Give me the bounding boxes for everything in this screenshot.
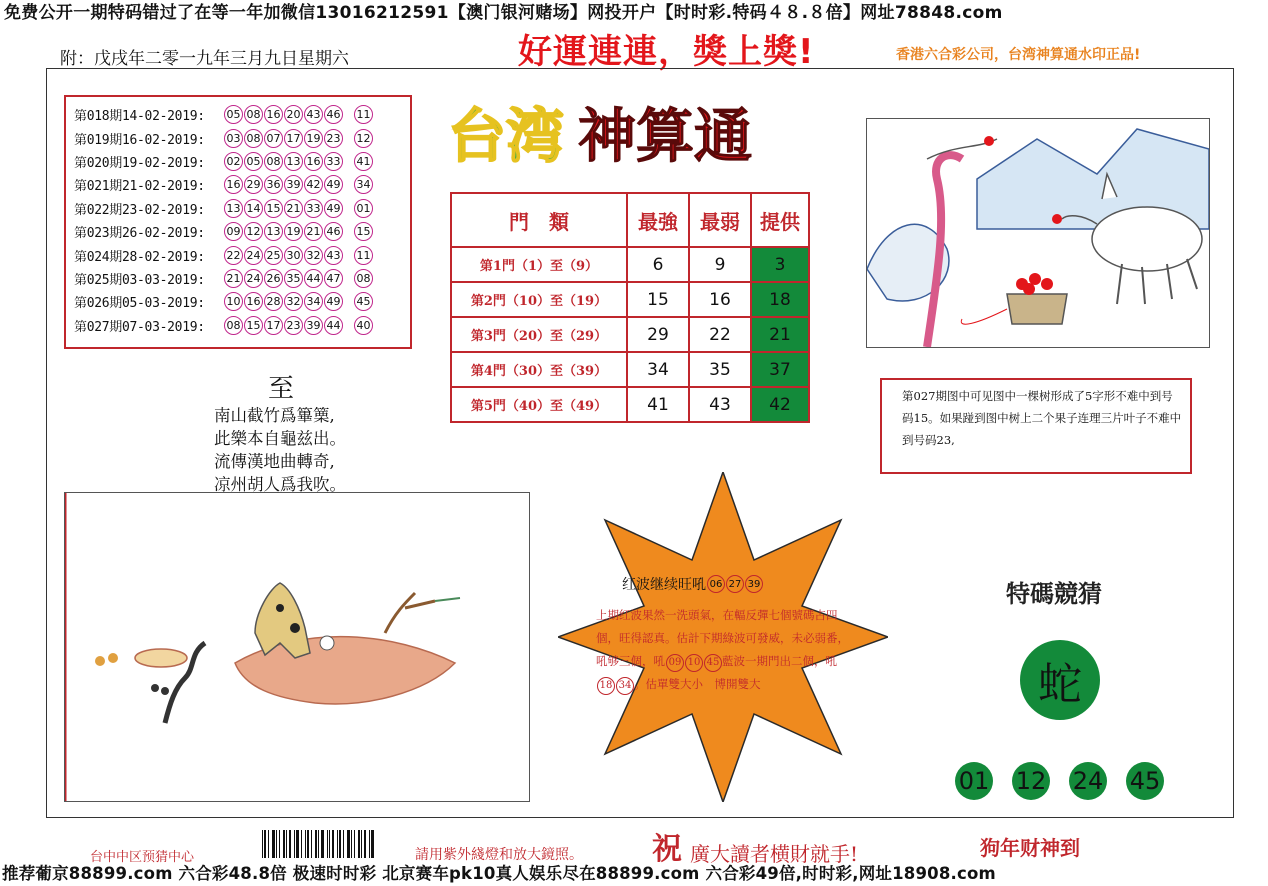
barcode-bar — [321, 830, 324, 858]
star-text — [596, 604, 852, 696]
history-ball: 14 — [244, 199, 263, 218]
history-ball: 02 — [224, 152, 243, 171]
history-special-ball: 11 — [354, 105, 373, 124]
star-ball: 06 — [707, 575, 725, 593]
star-line2: 弱番，吼够三個，吼 — [596, 631, 849, 668]
barcode-bar — [361, 830, 362, 858]
star-line2-end: 。估單雙大小 博開雙大 — [634, 677, 761, 691]
dog-year-text: 狗年财神到 — [980, 836, 1080, 860]
dog-illustration — [64, 492, 530, 802]
barcode-bar — [272, 830, 275, 858]
history-ball: 13 — [284, 152, 303, 171]
logo-part1: 台湾 — [448, 102, 565, 170]
barcode-bar — [369, 830, 370, 858]
history-label: 第023期26-02-2019: — [74, 226, 205, 242]
barcode-bar — [311, 830, 312, 858]
poem-title: 至 — [268, 374, 295, 404]
pig-illustration — [866, 118, 1210, 348]
history-row — [74, 220, 402, 243]
slogan: 好運連連，獎上獎! — [518, 32, 815, 72]
row-give: 37 — [751, 352, 809, 387]
star-ball: 10 — [685, 654, 703, 672]
history-ball: 24 — [244, 269, 263, 288]
barcode-bar — [351, 830, 352, 858]
history-ball: 05 — [244, 152, 263, 171]
poem-line: 凉州胡人爲我吹。 — [214, 475, 346, 494]
history-ball: 16 — [264, 105, 283, 124]
row-weak: 43 — [689, 387, 751, 422]
poem-line: 南山截竹爲篳篥, — [214, 406, 335, 425]
history-ball: 15 — [244, 316, 263, 335]
barcode-bar — [332, 830, 334, 858]
barcode-bar — [347, 830, 350, 858]
history-ball: 22 — [224, 246, 243, 265]
history-ball: 39 — [284, 175, 303, 194]
history-ball: 32 — [304, 246, 323, 265]
barcode-bar — [264, 830, 266, 858]
row-weak: 9 — [689, 247, 751, 282]
row-strong: 34 — [627, 352, 689, 387]
barcode-bar — [289, 830, 291, 858]
history-special-ball: 40 — [354, 316, 373, 335]
history-ball: 25 — [264, 246, 283, 265]
history-row — [74, 267, 402, 290]
number-row — [955, 762, 1164, 800]
history-row — [74, 243, 402, 266]
history-ball: 36 — [264, 175, 283, 194]
star-ball: 39 — [745, 575, 763, 593]
history-ball: 12 — [244, 222, 263, 241]
history-ball: 46 — [324, 222, 343, 241]
poem — [214, 404, 346, 496]
history-special-ball: 41 — [354, 152, 373, 171]
history-ball: 30 — [284, 246, 303, 265]
history-row — [74, 290, 402, 313]
history-ball: 16 — [244, 292, 263, 311]
history-label: 第024期28-02-2019: — [74, 249, 205, 265]
history-ball: 16 — [304, 152, 323, 171]
row-strong: 6 — [627, 247, 689, 282]
number-ball: 12 — [1012, 762, 1050, 800]
history-label: 第019期16-02-2019: — [74, 132, 205, 148]
barcode-bar — [262, 830, 263, 858]
history-ball: 34 — [304, 292, 323, 311]
table-row — [451, 282, 809, 317]
barcode-bar — [327, 830, 328, 858]
table-row — [451, 352, 809, 387]
history-ball: 26 — [264, 269, 283, 288]
barcode-bar — [276, 830, 277, 858]
history-ball: 33 — [304, 199, 323, 218]
star-ball: 45 — [704, 654, 722, 672]
blessing-char: 祝 — [652, 832, 682, 867]
history-ball: 09 — [224, 222, 243, 241]
history-label: 第022期23-02-2019: — [74, 202, 205, 218]
history-special-ball: 01 — [354, 199, 373, 218]
history-ball: 23 — [284, 316, 303, 335]
zodiac-badge: 蛇 — [1020, 640, 1100, 720]
barcode-bar — [301, 830, 302, 858]
barcode-bar — [318, 830, 319, 858]
row-give: 3 — [751, 247, 809, 282]
number-ball: 45 — [1126, 762, 1164, 800]
star-ball: 27 — [726, 575, 744, 593]
star-title-text: 红波继续旺吼 — [622, 577, 706, 593]
date-line: 附：戊戌年二零一九年三月九日星期六 — [60, 49, 349, 69]
star-line2-tail: 藍波一期門出二個，吼 — [722, 654, 837, 668]
row-category: 第3門（20）至（29） — [451, 317, 627, 352]
row-weak: 35 — [689, 352, 751, 387]
barcode-bar — [283, 830, 285, 858]
history-ball: 44 — [304, 269, 323, 288]
history-ball: 23 — [324, 129, 343, 148]
history-ball: 07 — [264, 129, 283, 148]
history-ball: 43 — [324, 246, 343, 265]
history-ball: 28 — [264, 292, 283, 311]
history-label: 第027期07-03-2019: — [74, 319, 205, 335]
guess-title: 特碼競猜 — [1006, 580, 1102, 608]
history-ball: 46 — [324, 105, 343, 124]
history-ball: 21 — [284, 199, 303, 218]
history-ball: 03 — [224, 129, 243, 148]
top-banner: 免费公开一期特码错过了在等一年加微信13016212591【澳门银河赌场】网投开户【时时彩.特码４８.８倍】网址78848.com — [0, 0, 1268, 26]
poem-line: 此樂本自龜兹出。 — [214, 429, 346, 448]
history-ball: 24 — [244, 246, 263, 265]
bottom-banner: 推荐葡京88899.com 六合彩48.8倍 极速时时彩 北京赛车pk10真人娱乐尽在88899.com 六合彩49倍,时时彩,网址18908.com — [2, 864, 996, 883]
history-ball: 44 — [324, 316, 343, 335]
uv-notice: 請用紫外綫燈和放大鏡照。 — [415, 847, 583, 863]
history-ball: 20 — [284, 105, 303, 124]
barcode — [262, 830, 378, 858]
row-strong: 41 — [627, 387, 689, 422]
history-ball: 47 — [324, 269, 343, 288]
row-category: 第2門（10）至（19） — [451, 282, 627, 317]
history-panel — [64, 95, 412, 349]
history-row — [74, 103, 402, 126]
note-box: 第027期图中可见图中一棵树形成了5字形不难中到号码15。如果踫到图中树上二个果子连理三片叶子不难中到号码23, — [880, 378, 1192, 474]
history-ball: 05 — [224, 105, 243, 124]
header-strong: 最強 — [627, 193, 689, 247]
header-weak: 最弱 — [689, 193, 751, 247]
row-give: 18 — [751, 282, 809, 317]
history-special-ball: 11 — [354, 246, 373, 265]
history-ball: 49 — [324, 199, 343, 218]
number-ball: 01 — [955, 762, 993, 800]
barcode-bar — [339, 830, 341, 858]
history-ball: 33 — [324, 152, 343, 171]
history-ball: 29 — [244, 175, 263, 194]
history-ball: 08 — [244, 105, 263, 124]
number-ball: 24 — [1069, 762, 1107, 800]
history-ball: 17 — [264, 316, 283, 335]
logo-part2: 神算通 — [578, 102, 753, 170]
history-row — [74, 314, 402, 337]
star-title — [622, 574, 763, 594]
history-label: 第026期05-03-2019: — [74, 296, 205, 312]
star-ball: 34 — [616, 677, 634, 695]
history-special-ball: 12 — [354, 129, 373, 148]
history-ball: 21 — [304, 222, 323, 241]
barcode-bar — [358, 830, 360, 858]
history-special-ball: 34 — [354, 175, 373, 194]
history-row — [74, 126, 402, 149]
table-row — [451, 317, 809, 352]
history-ball: 32 — [284, 292, 303, 311]
history-ball: 08 — [224, 316, 243, 335]
history-ball: 49 — [324, 292, 343, 311]
row-weak: 22 — [689, 317, 751, 352]
history-ball: 35 — [284, 269, 303, 288]
history-ball: 49 — [324, 175, 343, 194]
barcode-bar — [329, 830, 330, 858]
history-special-ball: 08 — [354, 269, 373, 288]
history-ball: 42 — [304, 175, 323, 194]
row-give: 42 — [751, 387, 809, 422]
table-row — [451, 247, 809, 282]
barcode-bar — [268, 830, 269, 858]
history-ball: 13 — [224, 199, 243, 218]
history-label: 第020期19-02-2019: — [74, 155, 205, 171]
history-ball: 43 — [304, 105, 323, 124]
barcode-bar — [354, 830, 355, 858]
barcode-bar — [286, 830, 287, 858]
star-ball: 18 — [597, 677, 615, 695]
history-label: 第021期21-02-2019: — [74, 179, 205, 195]
row-strong: 29 — [627, 317, 689, 352]
row-give: 21 — [751, 317, 809, 352]
history-ball: 10 — [224, 292, 243, 311]
barcode-bar — [279, 830, 280, 858]
history-row — [74, 173, 402, 196]
history-ball: 08 — [244, 129, 263, 148]
barcode-bar — [337, 830, 338, 858]
history-ball: 13 — [264, 222, 283, 241]
history-special-ball: 15 — [354, 222, 373, 241]
barcode-bar — [364, 830, 366, 858]
thanks-text: 廣大讀者横財就手! — [690, 842, 859, 866]
row-category: 第1門（1）至（9） — [451, 247, 627, 282]
history-ball: 19 — [304, 129, 323, 148]
hk-notice: 香港六合彩公司，台湾神算通水印正品! — [896, 47, 1141, 63]
history-ball: 17 — [284, 129, 303, 148]
center-label: 台中中区预猜中心 — [90, 850, 195, 865]
header-category: 門 類 — [451, 193, 627, 247]
header-give: 提供 — [751, 193, 809, 247]
row-category: 第5門（40）至（49） — [451, 387, 627, 422]
barcode-bar — [305, 830, 306, 858]
star-line1: 上期红波果然一洗頭氣，在輻反彈七個號碼占四個，旺得認真。估計下期綠波可發威，未必 — [596, 608, 838, 645]
history-label: 第018期14-02-2019: — [74, 109, 205, 125]
poem-line: 流傳漢地曲轉奇, — [214, 452, 335, 471]
barcode-bar — [343, 830, 344, 858]
history-ball: 39 — [304, 316, 323, 335]
star-ball: 09 — [666, 654, 684, 672]
history-ball: 19 — [284, 222, 303, 241]
history-ball: 16 — [224, 175, 243, 194]
barcode-bar — [294, 830, 295, 858]
barcode-bar — [307, 830, 309, 858]
history-special-ball: 45 — [354, 292, 373, 311]
row-category: 第4門（30）至（39） — [451, 352, 627, 387]
history-label: 第025期03-03-2019: — [74, 272, 205, 288]
history-ball: 08 — [264, 152, 283, 171]
logo — [446, 92, 826, 172]
history-row — [74, 197, 402, 220]
history-ball: 21 — [224, 269, 243, 288]
history-ball: 15 — [264, 199, 283, 218]
category-table — [450, 192, 810, 423]
barcode-bar — [315, 830, 317, 858]
history-row — [74, 150, 402, 173]
barcode-bar — [296, 830, 299, 858]
table-row — [451, 387, 809, 422]
row-weak: 16 — [689, 282, 751, 317]
barcode-bar — [371, 830, 374, 858]
row-strong: 15 — [627, 282, 689, 317]
